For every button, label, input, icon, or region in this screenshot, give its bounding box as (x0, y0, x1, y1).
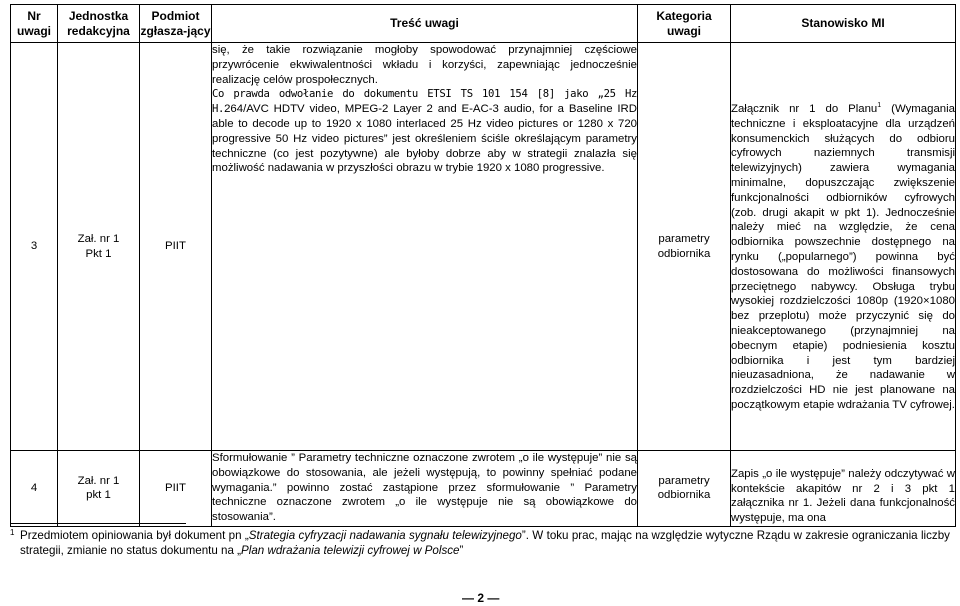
tresc-paragraph: się, że takie rozwiązanie mogłoby spowodować przynajmniej częściowe przywrócenie ekwiwalentności wkładu i korzyści, zapewniając jednocześnie realizację celów prospołecznych. (212, 44, 637, 86)
row-jednostka (58, 451, 140, 527)
footnote (10, 528, 950, 558)
jednostka-line: Pkt 1 (85, 247, 112, 260)
header-nr: Nr uwagi (11, 5, 58, 43)
header-tresc: Treść uwagi (212, 5, 638, 43)
footnote-title-strategy: Strategia cyfryzacji nadawania sygnału telewizyjnego (248, 529, 522, 542)
header-stanowisko: Stanowisko MI (731, 5, 956, 43)
footnote-text (20, 528, 950, 558)
tresc-paragraph (212, 87, 637, 176)
jednostka-line: Zał. nr 1 (77, 232, 120, 245)
kategoria-line: odbiornika (657, 247, 711, 260)
stanowisko-text-start: Załącznik nr 1 do Planu (731, 103, 878, 115)
tresc-mono-text: Co prawda odwołanie do dokumentu ETSI TS 101 154 [8] jako „25 Hz H. (212, 88, 637, 116)
kategoria-line: odbiornika (657, 489, 711, 502)
row-kategoria (638, 451, 731, 527)
tresc-paragraph: Sformułowanie ” Parametry techniczne oznaczone zwrotem „o ile występuje” nie są obowiązkowe do stosowania, ale jeżeli występują, to powinny spełniać podane wymagania.” powinno zostać zastąpione przez sformułowanie ” Parametry techniczne oznaczone zwrotem „o ile występuje nie są obowiązkowe do stosowania”. (212, 452, 637, 524)
row-nr: 4 (11, 451, 58, 527)
row-podmiot: PIIT (140, 451, 212, 527)
row-tresc (212, 43, 638, 451)
footnote-title-plan: Plan wdrażania telewizji cyfrowej w Polsce (241, 544, 460, 557)
jednostka-line: pkt 1 (86, 489, 111, 502)
footnote-ref: 1 (877, 102, 882, 110)
footnote-text-middle: ”. W toku prac, mając na względzie wytyczne Rządu w zakresie ograniczania liczby strategii, zmianie no status dokumentu na „ (20, 529, 950, 557)
footnote-number: 1 (10, 528, 15, 537)
header-podmiot: Podmiot zgłasza-jący (140, 5, 212, 43)
row-jednostka (58, 43, 140, 451)
row-stanowisko (731, 43, 956, 451)
row-nr: 3 (11, 43, 58, 451)
tresc-text: 264/AVC HDTV video, MPEG-2 Layer 2 and E-AC-3 audio, for a Baseline IRD able to decode up to 1920 x 1080 interlaced 25 Hz video pictures or 1280 x 720 progressive 50 Hz video pictures” jest określeniem ściśle określającym parametry techniczne (co jest pozytywne) ale byłoby dobrze aby w strategii znalazła się możliwość nadawania w przyszłości obrazu w trybie 1920 x 1080 progressive. (212, 103, 637, 175)
header-jednostka: Jednostka redakcyjna (58, 5, 140, 43)
kategoria-line: parametry (658, 232, 710, 245)
row-kategoria (638, 43, 731, 451)
page-number-value: 2 (477, 591, 485, 605)
comments-table (10, 4, 956, 527)
footnote-separator (10, 523, 186, 524)
stanowisko-text (731, 43, 955, 413)
page-number: — 2 — (462, 591, 500, 605)
jednostka-line: Zał. nr 1 (77, 474, 120, 487)
table-row (11, 451, 956, 527)
footnote-text-start: Przedmiotem opiniowania był dokument pn „ (20, 529, 249, 542)
kategoria-line: parametry (658, 474, 710, 487)
table-row (11, 43, 956, 451)
row-stanowisko: Zapis „o ile występuje” należy odczytywać w kontekście akapitów nr 2 i 3 pkt 1 załącznika nr 1. Jeżeli dana funkcjonalność występuje, ma ona (731, 451, 956, 527)
table-header-row (11, 5, 956, 43)
header-kategoria: Kategoria uwagi (638, 5, 731, 43)
row-tresc (212, 451, 638, 527)
stanowisko-text-rest: (Wymagania techniczne i eksploatacyjne dla urządzeń konsumenckich służących do odbioru cyfrowych naziemnych transmisji telewizyjnych) zawiera wymagania minimalne, dopuszczając zwiększenie funkcjonalności odbiorników cyfrowych (zob. drugi akapit w pkt 1). Jednocześnie należy mieć na względzie, że cena odbiornika powszechnie dostępnego na rynku („popularnego”) powinna być dostosowana do możliwości finansowych przeciętnego nabywcy. Obsługa trybu wysokiej rozdzielczości 1080p (1920×1080 bez przeplotu) może przyczynić się do nieakceptowanego (przynajmniej na obecnym etapie) podniesienia kosztu odbiornika i jest tym bardziej nieuzasadniona, że nadawanie w rozdzielczości HD nie jest planowane na początkowym etapie wdrażania TV cyfrowej. (731, 103, 955, 411)
row-podmiot: PIIT (140, 43, 212, 451)
footnote-text-end: ” (459, 544, 464, 557)
